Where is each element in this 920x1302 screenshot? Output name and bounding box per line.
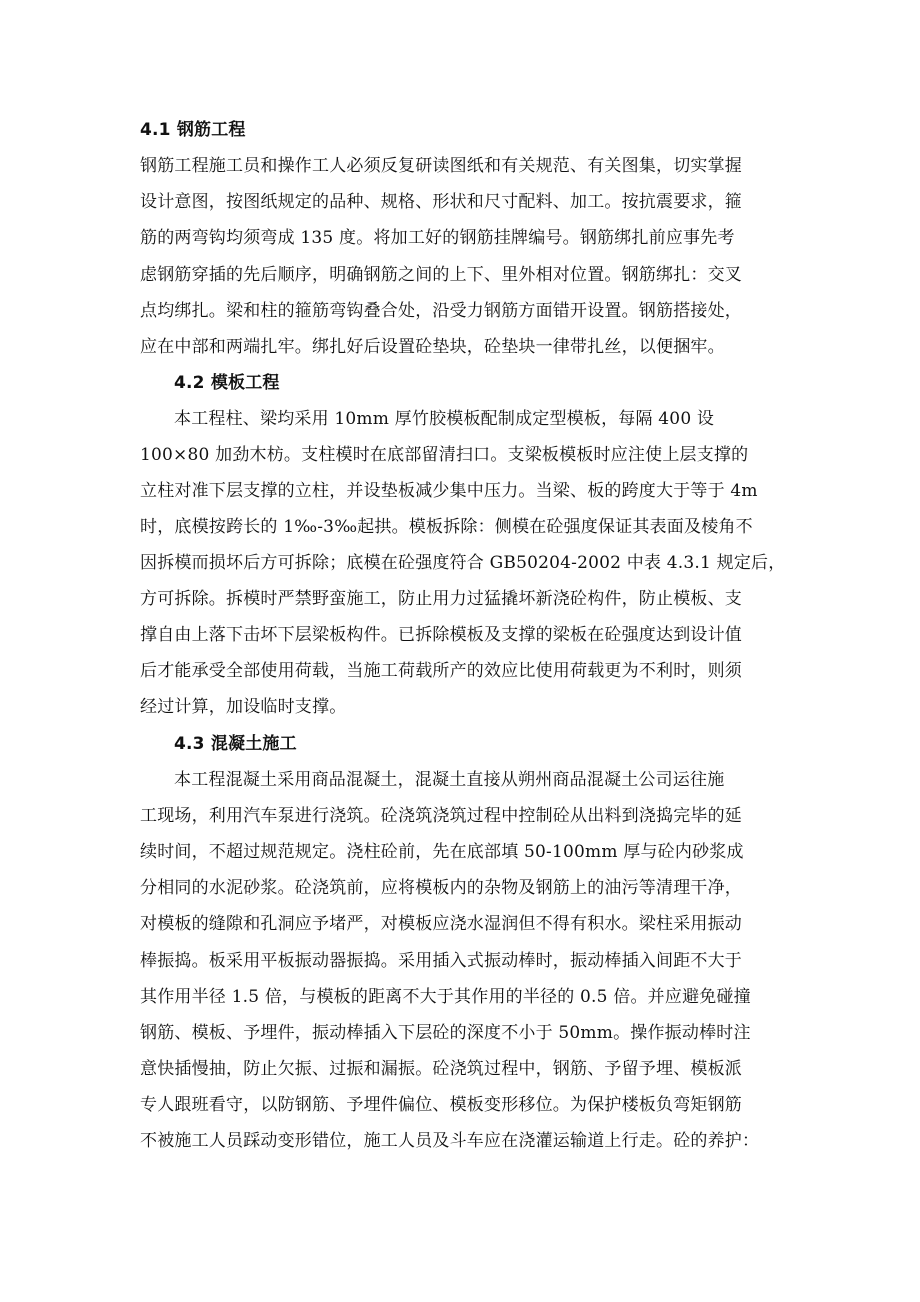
paragraph-line: 100×80 加劲木枋。支柱模时在底部留清扫口。支梁板模板时应注使上层支撑的 <box>140 445 749 465</box>
paragraph-line: 本工程混凝土采用商品混凝土，混凝土直接从朔州商品混凝土公司运往施 <box>174 770 725 790</box>
paragraph-line: 续时间，不超过规范规定。浇柱砼前，先在底部填 50-100mm 厚与砼内砂浆成 <box>140 842 744 862</box>
paragraph-line: 后才能承受全部使用荷载，当施工荷载所产的效应比使用荷载更为不利时，则须 <box>140 661 742 681</box>
paragraph-line: 经过计算，加设临时支撑。 <box>140 697 347 717</box>
paragraph-line: 本工程柱、梁均采用 10mm 厚竹胶模板配制成定型模板，每隔 400 设 <box>174 409 715 429</box>
paragraph-line: 意快插慢抽，防止欠振、过振和漏振。砼浇筑过程中，钢筋、予留予埋、模板派 <box>140 1059 742 1079</box>
paragraph-line: 设计意图，按图纸规定的品种、规格、形状和尺寸配料、加工。按抗震要求，箍 <box>140 192 742 212</box>
paragraph-line: 虑钢筋穿插的先后顺序，明确钢筋之间的上下、里外相对位置。钢筋绑扎：交叉 <box>140 265 742 285</box>
paragraph-line: 撑自由上落下击坏下层梁板构件。已拆除模板及支撑的梁板在砼强度达到设计值 <box>140 625 742 645</box>
paragraph-line: 立柱对准下层支撑的立柱，并设垫板减少集中压力。当梁、板的跨度大于等于 4m <box>140 481 758 501</box>
paragraph-line: 筋的两弯钩均须弯成 135 度。将加工好的钢筋挂牌编号。钢筋绑扎前应事先考 <box>140 228 735 248</box>
paragraph-line: 工现场，利用汽车泵进行浇筑。砼浇筑浇筑过程中控制砼从出料到浇捣完毕的延 <box>140 806 742 826</box>
paragraph-line: 棒振捣。板采用平板振动器振捣。采用插入式振动棒时，振动棒插入间距不大于 <box>140 951 742 971</box>
section-heading-4-3: 4.3 混凝土施工 <box>174 734 297 754</box>
paragraph-line: 钢筋、模板、予埋件，振动棒插入下层砼的深度不小于 50mm。操作振动棒时注 <box>140 1023 751 1043</box>
paragraph-line: 对模板的缝隙和孔洞应予堵严，对模板应浇水湿润但不得有积水。梁柱采用振动 <box>140 914 742 934</box>
section-heading-4-2: 4.2 模板工程 <box>174 373 280 393</box>
section-heading-4-1: 4.1 钢筋工程 <box>140 120 246 140</box>
paragraph-line: 方可拆除。拆模时严禁野蛮施工，防止用力过猛撬坏新浇砼构件，防止模板、支 <box>140 589 742 609</box>
paragraph-line: 时，底模按跨长的 1‰-3‰起拱。模板拆除：侧模在砼强度保证其表面及棱角不 <box>140 517 753 537</box>
paragraph-line: 不被施工人员踩动变形错位，施工人员及斗车应在浇灌运输道上行走。砼的养护： <box>140 1131 760 1151</box>
paragraph-line: 其作用半径 1.5 倍，与模板的距离不大于其作用的半径的 0.5 倍。并应避免碰撞 <box>140 987 751 1007</box>
paragraph-line: 钢筋工程施工员和操作工人必须反复研读图纸和有关规范、有关图集，切实掌握 <box>140 156 742 176</box>
paragraph-line: 应在中部和两端扎牢。绑扎好后设置砼垫块，砼垫块一律带扎丝，以便捆牢。 <box>140 337 725 357</box>
paragraph-line: 因拆模而损坏后方可拆除；底模在砼强度符合 GB50204-2002 中表 4.3.1 规定后， <box>140 553 786 573</box>
paragraph-line: 分相同的水泥砂浆。砼浇筑前，应将模板内的杂物及钢筋上的油污等清理干净， <box>140 878 742 898</box>
paragraph-line: 点均绑扎。梁和柱的箍筋弯钩叠合处，沿受力钢筋方面错开设置。钢筋搭接处， <box>140 301 742 321</box>
paragraph-line: 专人跟班看守，以防钢筋、予埋件偏位、模板变形移位。为保护楼板负弯矩钢筋 <box>140 1095 742 1115</box>
